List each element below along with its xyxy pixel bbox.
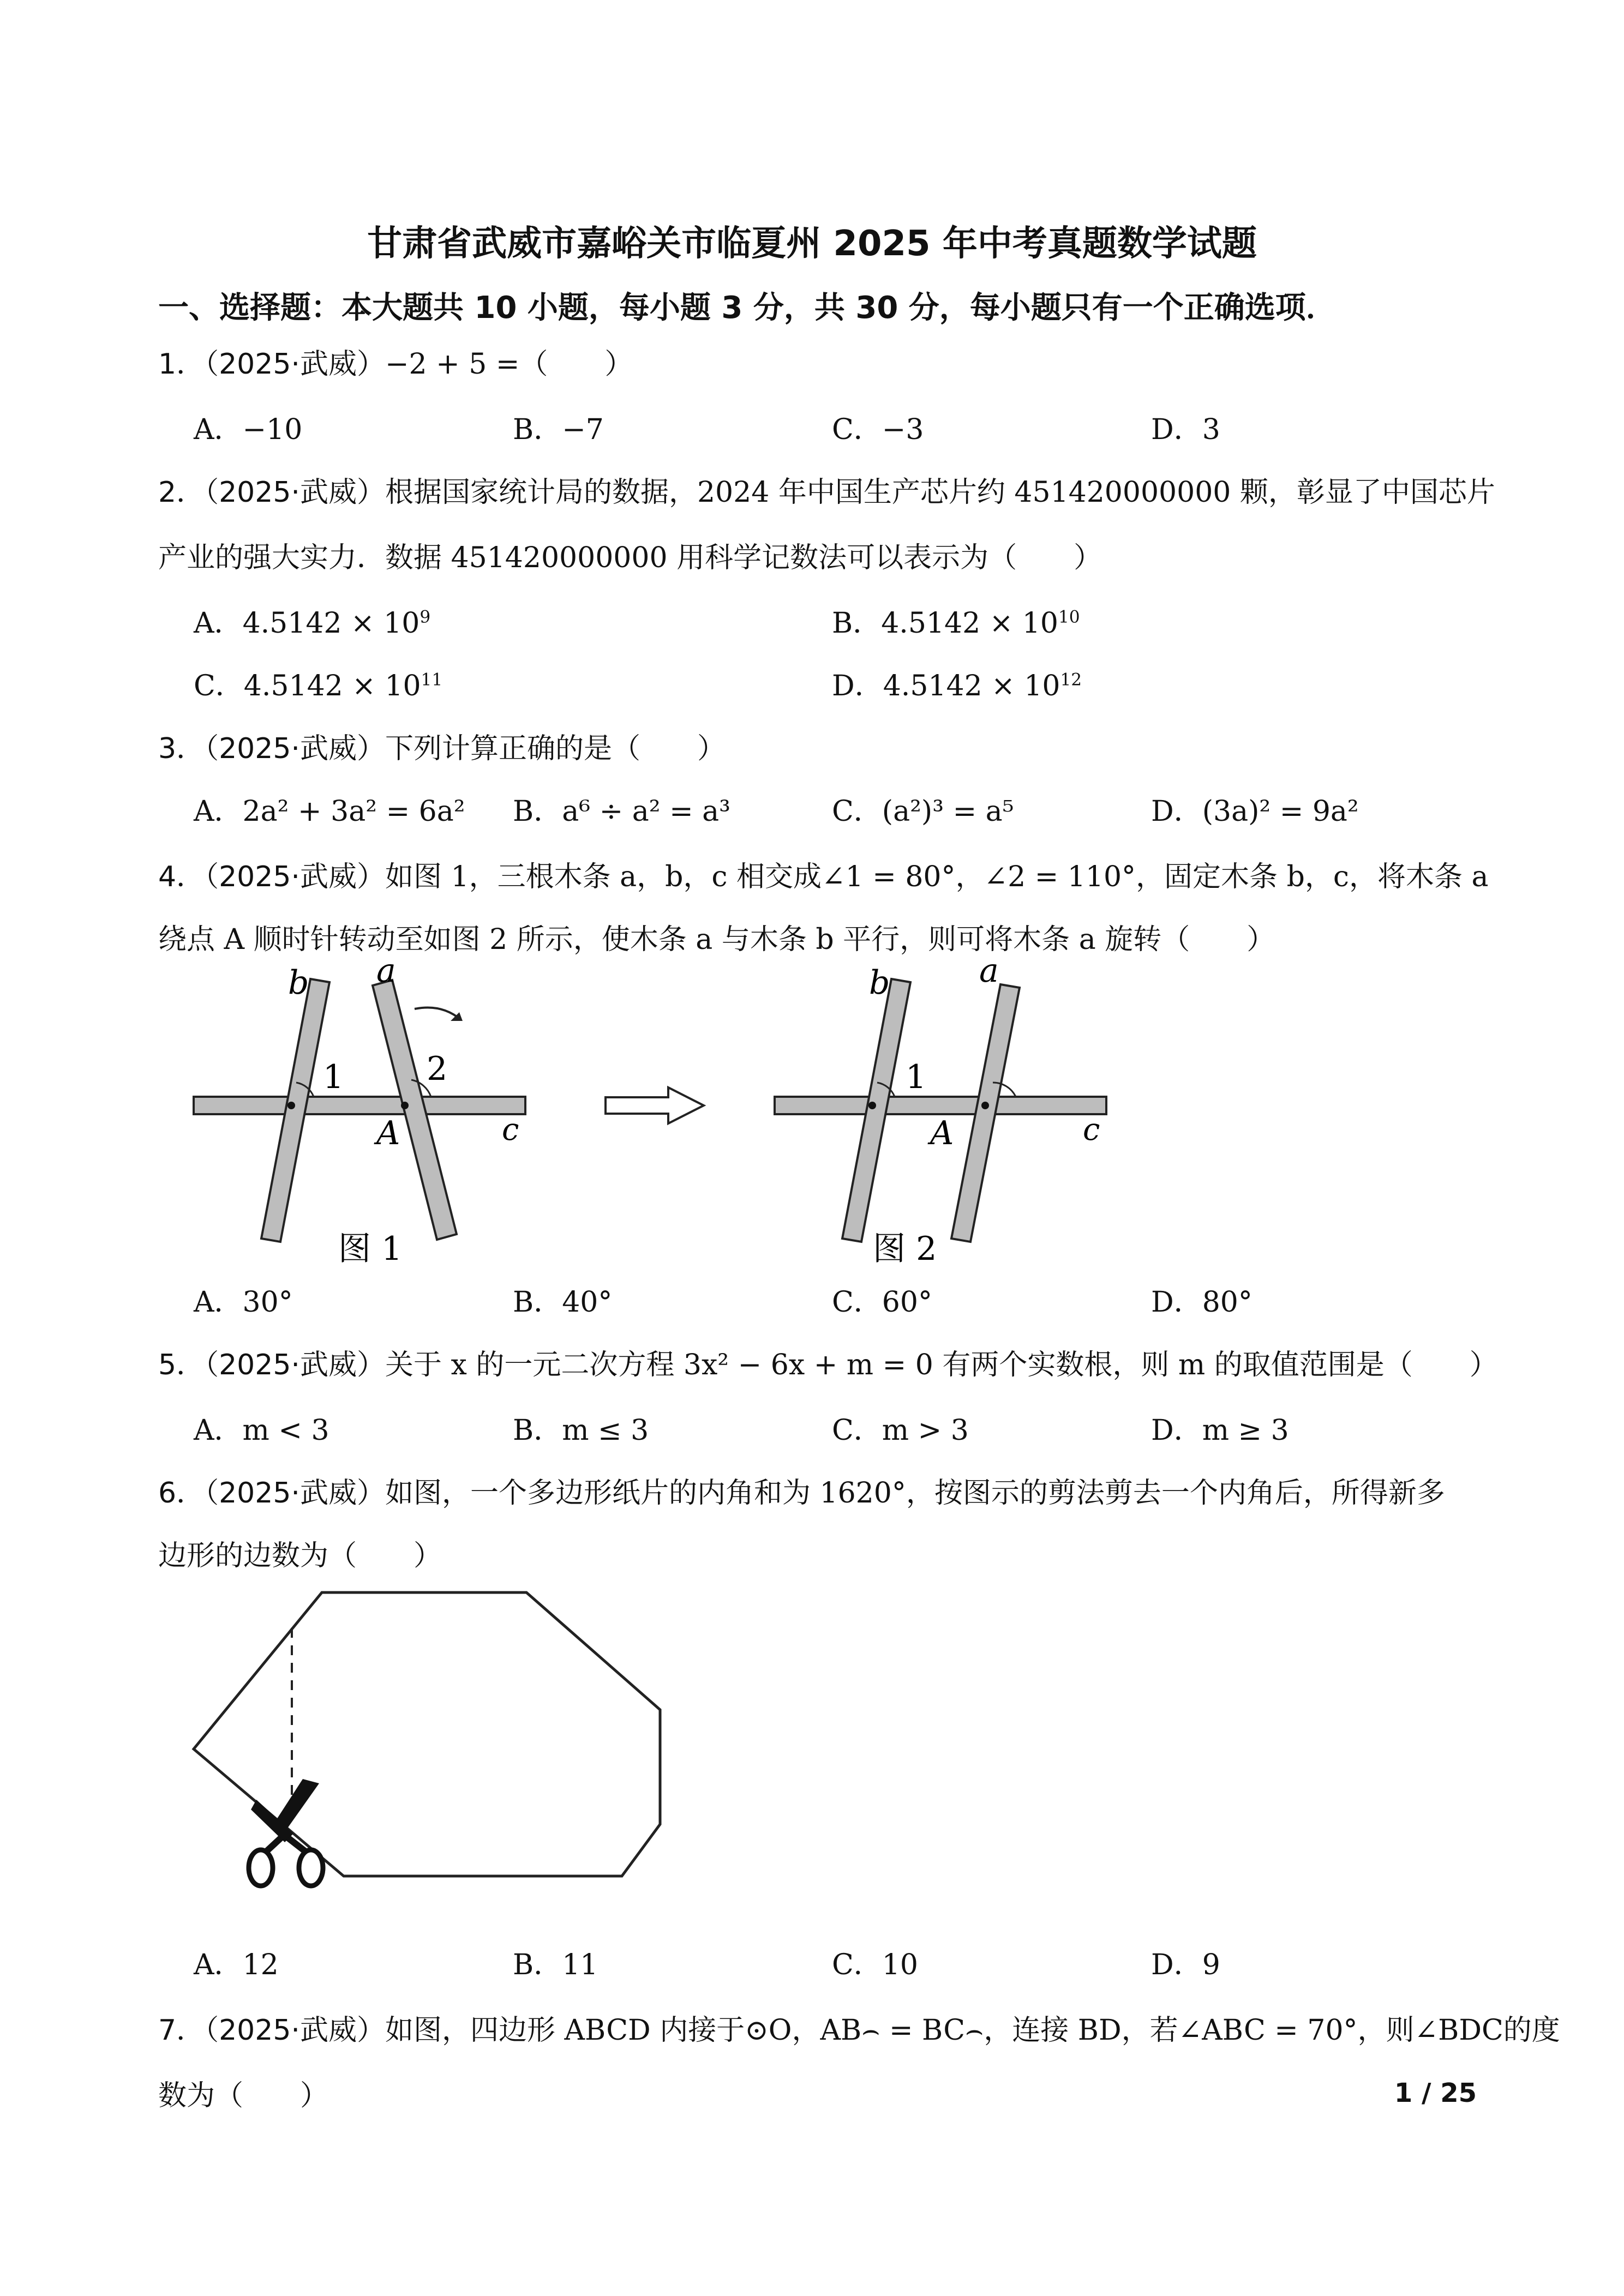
question-7-stem [158, 2007, 1560, 2048]
label-c: c [502, 1112, 519, 1147]
option-base: 4.5142 × 10 [242, 607, 420, 640]
question-number: 3． [158, 732, 205, 765]
q6-option-a: A．12 [194, 1949, 279, 1981]
q1-option-c: C．−3 [832, 413, 924, 446]
question-source: （2025·武威） [205, 2014, 385, 2047]
pivot-point-A [401, 1102, 409, 1109]
question-text: 下列计算正确的是（ ） [385, 732, 726, 765]
figure-2 [775, 960, 1106, 1268]
option-label: B． [832, 607, 882, 640]
label-a: a [376, 960, 396, 990]
question-source: （2025·武威） [205, 476, 385, 509]
figure-1-caption: 图 1 [338, 1230, 403, 1268]
question-4-stem-line2: 绕点 A 顺时针转动至如图 2 所示，使木条 a 与木条 b 平行，则可将木条 a 旋转（ ） [158, 923, 1275, 956]
question-5-stem [158, 1342, 1498, 1383]
q4-option-a: A．30° [194, 1286, 293, 1319]
label-A: A [930, 1114, 954, 1152]
option-label: D． [832, 670, 883, 702]
scissors-icon [249, 1779, 323, 1886]
question-text: 如图，一个多边形纸片的内角和为 1620°，按图示的剪法剪去一个内角后，所得新多 [385, 1477, 1445, 1510]
page-title: 甘肃省武威市嘉峪关市临夏州 2025 年中考真题数学试题 [367, 224, 1257, 264]
question-6-stem [158, 1470, 1445, 1511]
question-number: 5． [158, 1349, 205, 1381]
q2-option-a [194, 600, 430, 641]
label-angle-1: 1 [906, 1058, 927, 1096]
question-text: −2 + 5 =（ ） [385, 348, 633, 381]
question-7-stem-line2: 数为（ ） [158, 2079, 329, 2112]
q3-option-b: B．a⁶ ÷ a² = a³ [513, 795, 731, 828]
polygon-cut-figure [185, 1582, 676, 1925]
option-label: C． [194, 670, 244, 702]
label-A: A [376, 1114, 400, 1152]
question-text: 如图，四边形 ABCD 内接于⊙O，AB⌢ = BC⌢，连接 BD，若∠ABC = 70°，则∠BDC的度 [385, 2014, 1560, 2047]
q3-option-d: D．(3a)² = 9a² [1151, 795, 1359, 828]
option-label: A． [194, 607, 243, 640]
q5-option-c: C．m > 3 [832, 1414, 969, 1447]
question-text: 根据国家统计局的数据，2024 年中国生产芯片约 451420000000 颗，彰显了中国芯片 [385, 476, 1495, 509]
pivot-point [287, 1102, 295, 1109]
question-4-stem [158, 854, 1489, 894]
label-a: a [979, 960, 999, 990]
question-text: 如图 1，三根木条 a，b，c 相交成∠1 = 80°，∠2 = 110°，固定木条 b，c，将木条 a [385, 861, 1489, 893]
q2-option-d [832, 663, 1082, 704]
q1-option-b: B．−7 [513, 413, 604, 446]
label-c: c [1083, 1112, 1100, 1147]
question-source: （2025·武威） [205, 348, 385, 381]
q5-option-b: B．m ≤ 3 [513, 1414, 649, 1447]
q6-option-d: D．9 [1151, 1949, 1220, 1981]
question-6-stem-line2: 边形的边数为（ ） [158, 1540, 442, 1572]
q5-option-a: A．m < 3 [194, 1414, 329, 1447]
question-text: 关于 x 的一元二次方程 3x² − 6x + m = 0 有两个实数根，则 m 的取值范围是（ ） [385, 1349, 1498, 1381]
question-number: 1． [158, 348, 205, 381]
question-number: 4． [158, 861, 205, 893]
option-base: 4.5142 × 10 [883, 670, 1060, 702]
rotation-figure [185, 960, 1129, 1276]
polygon-paper [194, 1592, 660, 1876]
figure-1 [194, 960, 525, 1268]
label-angle-1: 1 [323, 1058, 344, 1096]
question-3-stem [158, 725, 726, 766]
question-number: 2． [158, 476, 205, 509]
question-2-stem-line2: 产业的强大实力．数据 451420000000 用科学记数法可以表示为（ ） [158, 542, 1102, 574]
question-1-stem [158, 341, 633, 382]
q6-option-b: B．11 [513, 1949, 598, 1981]
q3-option-c: C．(a²)³ = a⁵ [832, 795, 1014, 828]
q4-option-d: D．80° [1151, 1286, 1253, 1319]
question-number: 6． [158, 1477, 205, 1510]
question-source: （2025·武威） [205, 732, 385, 765]
q4-option-b: B．40° [513, 1286, 613, 1319]
q6-option-c: C．10 [832, 1949, 918, 1981]
pivot-point [868, 1102, 876, 1109]
option-exponent: 10 [1058, 607, 1080, 627]
question-source: （2025·武威） [205, 1477, 385, 1510]
question-source: （2025·武威） [205, 861, 385, 893]
stick-c [194, 1097, 525, 1114]
label-b: b [288, 964, 309, 1002]
question-number: 7． [158, 2014, 205, 2047]
option-exponent: 11 [421, 670, 443, 690]
option-base: 4.5142 × 10 [243, 670, 421, 702]
label-angle-2: 2 [427, 1050, 448, 1088]
option-exponent: 9 [420, 607, 431, 627]
q2-option-b [832, 600, 1080, 641]
q2-option-c [194, 663, 442, 704]
figure-2-caption: 图 2 [873, 1230, 937, 1268]
question-source: （2025·武威） [205, 1349, 385, 1381]
question-2-stem [158, 469, 1495, 510]
stick-c [775, 1097, 1106, 1114]
q5-option-d: D．m ≥ 3 [1151, 1414, 1289, 1447]
page-number: 1 / 25 [1394, 2078, 1477, 2108]
q1-option-d: D．3 [1151, 413, 1220, 446]
section-heading: 一、选择题：本大题共 10 小题，每小题 3 分，共 30 分，每小题只有一个正确选项． [158, 290, 1337, 326]
option-exponent: 12 [1060, 670, 1082, 690]
q4-option-c: C．60° [832, 1286, 932, 1319]
label-b: b [869, 964, 890, 1002]
pivot-point-A [981, 1102, 989, 1109]
q3-option-a: A．2a² + 3a² = 6a² [194, 795, 465, 828]
option-base: 4.5142 × 10 [881, 607, 1058, 640]
q1-option-a: A．−10 [194, 413, 303, 446]
transition-arrow [606, 1087, 704, 1123]
